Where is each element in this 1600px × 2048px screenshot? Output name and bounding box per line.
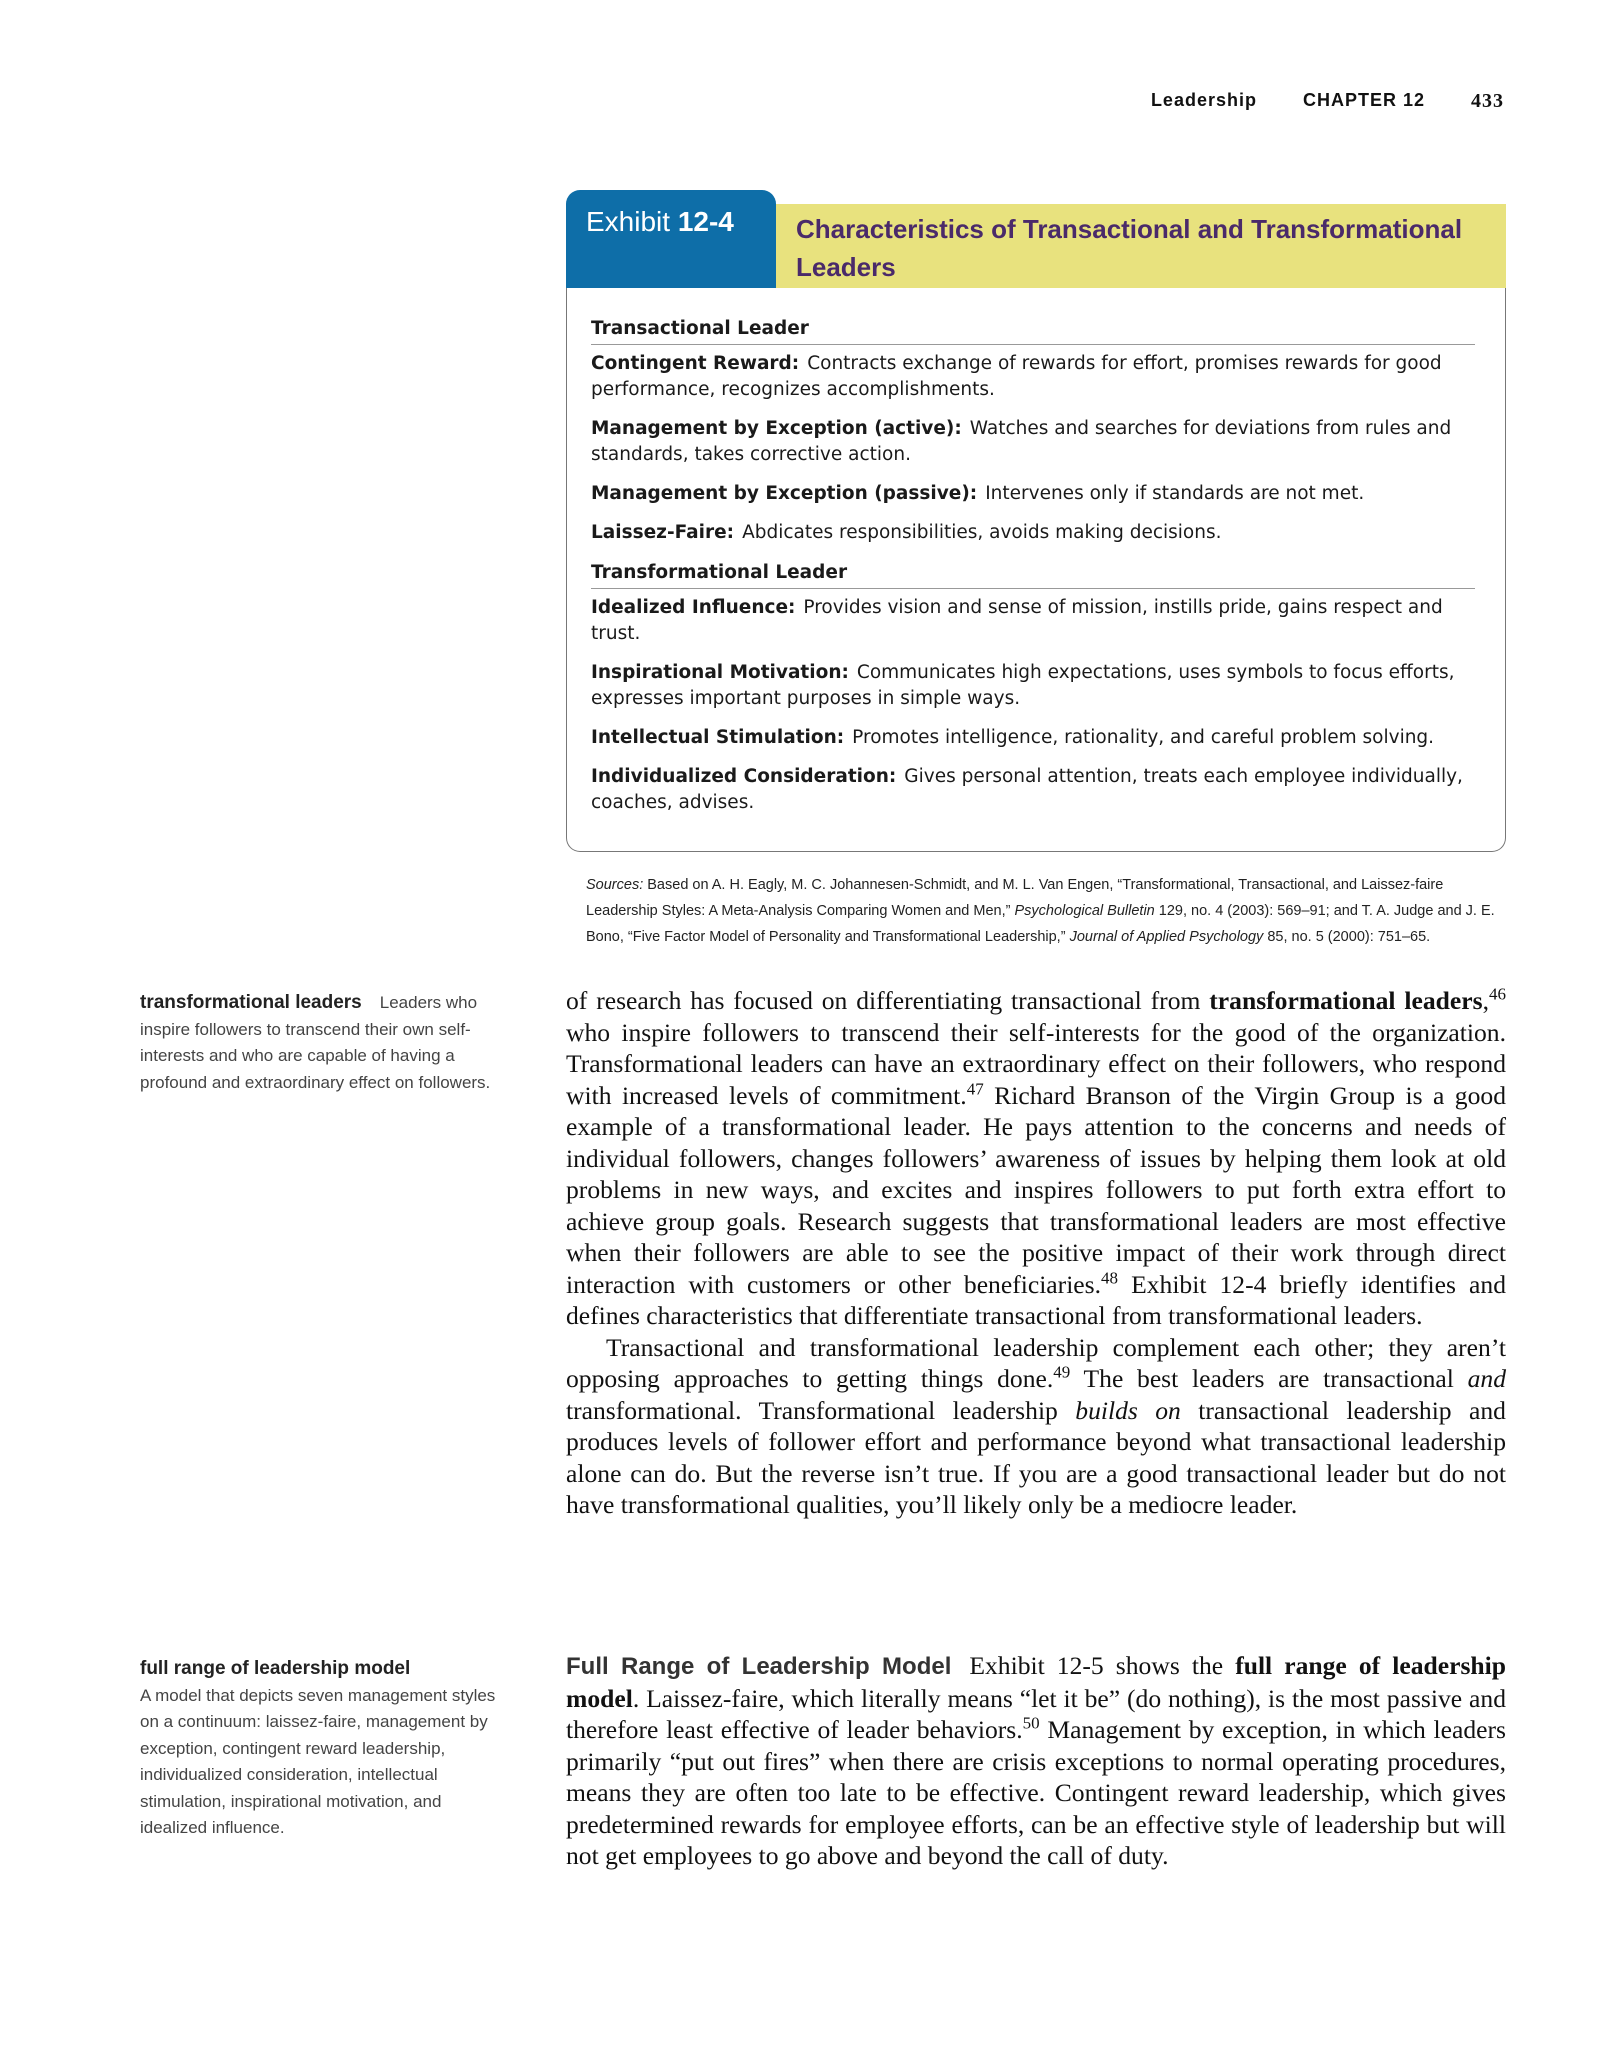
exhibit-item [591,481,1475,507]
item-term: Individualized Consideration: [591,766,897,787]
exhibit-sources [586,872,1516,950]
glossary-term: full range of leadership model [140,1658,411,1679]
page-number: 433 [1471,90,1504,112]
key-term: full range of leadership model [566,1651,1506,1713]
footnote-ref: 49 [1053,1362,1071,1382]
footnote-ref: 48 [1101,1267,1119,1287]
text-run: Richard Branson of the Virgin Group is a good example of a transformational leader. He pays attention to the concerns and needs of individual followers, changes followers’ awareness of issues by helping them look at old problems in new ways, and excites and inspires followers to put forth extra effort to achieve group goals. Research suggests that transformational leaders are most effective when their followers are able to see the positive impact of their work through direct interaction with customers or other beneficiaries. [566,1080,1506,1299]
sources-text: Based on A. H. Eagly, M. C. Johannesen-Schmidt, and M. L. Van Engen, “Transformational, Transactional, and Laissez-faire Leadership Styles: A Meta-Analysis Comparing Women and Men,” [586,877,1444,919]
header-chapter: CHAPTER 12 [1302,90,1425,110]
exhibit-item [591,595,1475,647]
item-desc: Promotes intelligence, rationality, and careful problem solving. [852,727,1435,748]
exhibit-item [591,520,1475,546]
transactional-heading: Transactional Leader [591,316,1475,345]
glossary-definition: Leaders who inspire followers to transcend their own self-interests and who are capable of having a profound and extraordinary effect on followers. [140,993,491,1092]
item-term: Contingent Reward: [591,353,800,374]
text-run: transformational. Transformational leadership [566,1395,1076,1425]
item-term: Idealized Influence: [591,597,796,618]
body-text [566,985,1506,1521]
text-run: who inspire followers to transcend their self-interests for the good of the organization. Transformational leaders can have an extraordinary effect on their followers, who respond with increased levels of commitment. [566,1017,1506,1110]
exhibit-item [591,660,1475,712]
text-run: Transactional and transformational leadership complement each other; they aren’t opposing approaches to getting things done. [566,1332,1506,1393]
item-term: Laissez-Faire: [591,522,735,543]
footnote-ref: 47 [966,1078,984,1098]
item-desc: Gives personal attention, treats each employee individually, coaches, advises. [591,766,1463,813]
emphasis: and [1467,1364,1506,1393]
exhibit-label-prefix: Exhibit [586,206,671,237]
item-term: Management by Exception (passive): [591,483,978,504]
text-run: . Laissez-faire, which literally means “let it be” (do nothing), is the most passive and therefore least effective of leader behaviors. [566,1683,1506,1744]
item-desc: Abdicates responsibilities, avoids making decisions. [742,522,1222,543]
item-desc: Watches and searches for deviations from rules and standards, takes corrective action. [591,418,1452,465]
paragraph [566,1650,1506,1872]
key-term: transformational leaders [1209,986,1483,1015]
sources-label: Sources: [586,877,644,893]
exhibit-label [566,190,776,288]
exhibit-item [591,764,1475,816]
section-subheading: Full Range of Leadership Model [566,1653,952,1680]
header-section: Leadership [1150,90,1257,110]
item-desc: Provides vision and sense of mission, instills pride, gains respect and trust. [591,597,1443,644]
item-desc: Communicates high expectations, uses symbols to focus efforts, expresses important purposes in simple ways. [591,662,1455,709]
sources-journal: Psychological Bulletin [1014,903,1155,919]
running-header [1151,90,1504,113]
text-run: Management by exception, in which leaders primarily “put out fires” when there are crisis exceptions to normal operating procedures, means they are often too late to be effective. Contingent reward leadership, which gives predetermined rewards for employee efforts, can be an effective style of leadership but will not get employees to go above and beyond the call of duty. [566,1715,1507,1870]
exhibit-item [591,351,1475,403]
glossary-term: transformational leaders [140,992,362,1013]
sources-text: 85, no. 5 (2000): 751–65. [1267,929,1431,945]
item-term: Management by Exception (active): [591,418,962,439]
footnote-ref: 46 [1488,984,1506,1004]
text-run: transactional leadership and produces levels of follower effort and performance beyond what transactional leadership alone can do. But the reverse isn’t true. If you are a good transactional leader but do not have transformational qualities, you’ll likely only be a mediocre leader. [566,1395,1506,1519]
glossary-transformational-leaders [140,990,510,1096]
sources-journal: Journal of Applied Psychology [1069,929,1264,945]
transformational-heading: Transformational Leader [591,560,1475,589]
text-run: of research has focused on differentiating transactional from [566,986,1210,1015]
item-desc: Intervenes only if standards are not met. [985,483,1365,504]
text-run: The best leaders are transactional [1070,1364,1468,1393]
exhibit-item [591,725,1475,751]
glossary-full-range-model [140,1656,510,1842]
text-run: Exhibit 12-5 shows the [969,1651,1236,1680]
exhibit-label-number: 12-4 [677,206,734,237]
exhibit-item [591,416,1475,468]
body-text-section-2 [566,1650,1506,1872]
paragraph [566,1332,1506,1521]
item-term: Inspirational Motivation: [591,662,849,683]
paragraph [566,985,1506,1332]
sources-text: 129, no. 4 (2003): 569–91; and T. A. Judge and J. E. Bono, “Five Factor Model of Personality and Transformational Leadership,” [586,903,1495,945]
glossary-definition: A model that depicts seven management styles on a continuum: laissez-faire, management by exception, contingent reward leadership, individualized consideration, intellectual stimulation, inspirational motivation, and idealized influence. [140,1685,496,1837]
item-desc: Contracts exchange of rewards for effort, promises rewards for good performance, recognizes accomplishments. [591,353,1442,400]
footnote-ref: 50 [1022,1713,1040,1733]
exhibit-body [566,288,1506,852]
text-run: Exhibit 12-4 briefly identifies and defines characteristics that differentiate transactional from transformational leaders. [566,1269,1506,1330]
text-run: , [1482,986,1489,1015]
item-term: Intellectual Stimulation: [591,727,845,748]
exhibit-title: Characteristics of Transactional and Transformational Leaders [776,204,1506,288]
emphasis: builds on [1075,1395,1181,1425]
